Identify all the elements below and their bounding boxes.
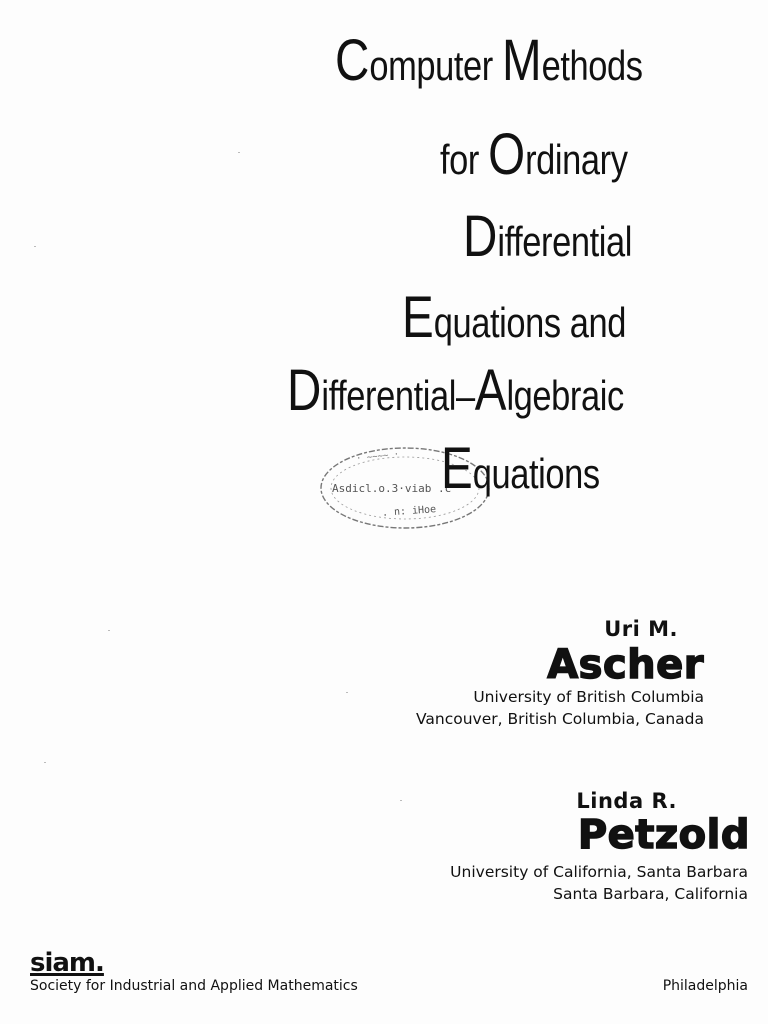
stamp-text-middle: Asdicl.o.3·viab .c [332, 482, 452, 495]
author-given-name: Linda R. [576, 789, 677, 813]
scan-speck [34, 246, 36, 247]
author-location: Vancouver, British Columbia, Canada [415, 710, 704, 728]
scan-speck [238, 152, 240, 153]
title-initial: E [441, 436, 473, 501]
title-text: ethods [541, 42, 643, 89]
stamp-text-top: · ~~~~ · [355, 449, 400, 465]
title-initial: M [501, 28, 542, 93]
author-surname: Petzold [577, 812, 750, 858]
title-initial: D [463, 204, 498, 269]
title-text: for [440, 136, 489, 183]
title-initial: C [335, 28, 370, 93]
title-line-5 [287, 358, 624, 423]
author-surname: Ascher [547, 642, 704, 688]
title-text: rdinary [525, 136, 628, 183]
title-line-6 [441, 436, 600, 501]
title-initial: A [474, 358, 507, 423]
title-text: ifferential– [321, 372, 475, 419]
scan-speck [400, 800, 402, 801]
author-affiliation: University of California, Santa Barbara [450, 863, 748, 881]
scan-speck [44, 762, 46, 763]
publisher-city: Philadelphia [662, 978, 748, 994]
title-text: quations and [433, 299, 627, 346]
title-line-3 [463, 204, 632, 269]
author-given-name: Uri M. [604, 617, 678, 641]
title-line-2 [440, 122, 628, 187]
title-initial: E [402, 285, 434, 350]
title-initial: O [488, 122, 526, 187]
scan-speck [108, 630, 110, 631]
stamp-text-bottom: . n: iHoe [381, 504, 437, 519]
title-line-1 [335, 28, 643, 93]
publisher-name: Society for Industrial and Applied Mathematics [30, 978, 358, 994]
title-text: ifferential [497, 218, 632, 265]
author-affiliation: University of British Columbia [473, 688, 704, 706]
title-text: omputer [369, 42, 502, 89]
title-text: lgebraic [506, 372, 624, 419]
siam-logo: siam. [30, 948, 104, 978]
scan-speck [346, 692, 348, 693]
author-location: Santa Barbara, California [553, 885, 748, 903]
title-text: quations [472, 450, 600, 497]
title-line-4 [402, 285, 627, 350]
title-initial: D [287, 358, 322, 423]
